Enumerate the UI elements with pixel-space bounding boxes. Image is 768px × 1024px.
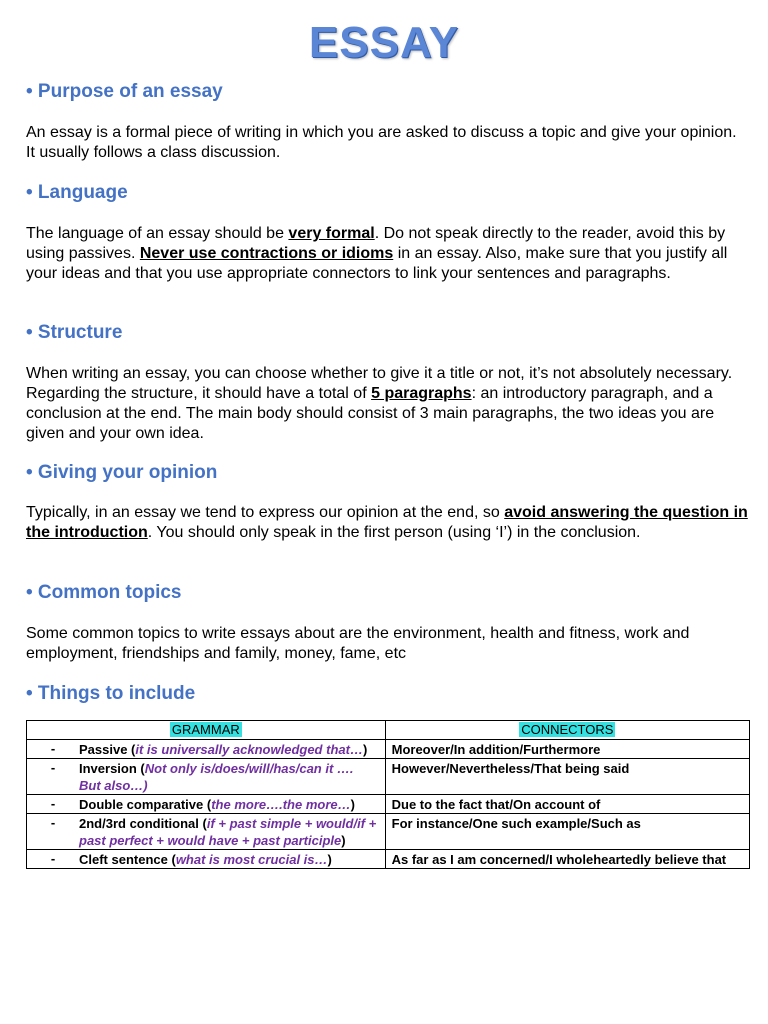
table-row: - Inversion (Not only is/does/will/has/can it …. But also…) However/Nevertheless/That being said [27,759,750,795]
page-title: ESSAY [308,18,460,67]
emphasis-very-formal: very formal [288,225,375,242]
connector-cell: As far as I am concerned/I wholeheartedly believe that [385,850,749,869]
paragraph-purpose: An essay is a formal piece of writing in which you are asked to discuss a topic and give your opinion. It usually follows a class discussion. [26,124,737,161]
paragraph-structure: When writing an essay, you can choose whether to give it a title or not, it’s not absolutely necessary. Regarding the structure, it should have a total of 5 paragraphs: an introductory paragraph, and a conclusion at the end. The main body should consist of 3 main paragraphs, the two ideas you are given and your own idea. [26,365,733,442]
emphasis-never-contractions: Never use contractions or idioms [139,245,394,262]
heading-opinion: • Giving your opinion [26,462,218,483]
paragraph-common-topics: Some common topics to write essays about are the environment, health and fitness, work and employment, friendships and family, money, fame, etc [26,625,690,662]
header-connectors: CONNECTORS [385,721,749,740]
table-row: - 2nd/3rd conditional (if + past simple + would/if + past perfect + would have + past participle) For instance/One such example/Such as [27,814,750,850]
heading-purpose: • Purpose of an essay [26,81,223,102]
connector-cell: However/Nevertheless/That being said [385,759,749,795]
heading-things-to-include: • Things to include [26,683,196,704]
heading-common-topics: • Common topics [26,582,182,603]
table-row: - Double comparative (the more….the more…) Due to the fact that/On account of [27,795,750,814]
table-row: - Passive (it is universally acknowledged that…) Moreover/In addition/Furthermore [27,740,750,759]
connector-cell: Due to the fact that/On account of [385,795,749,814]
paragraph-opinion: Typically, in an essay we tend to express our opinion at the end, so avoid answering the question in the introduction. You should only speak in the first person (using ‘I’) in the conclusion. [26,504,748,541]
heading-structure: • Structure [26,322,123,343]
emphasis-5-paragraphs: 5 paragraphs [371,385,472,402]
header-grammar: GRAMMAR [27,721,386,740]
things-table [26,720,750,869]
paragraph-language: The language of an essay should be very formal. Do not speak directly to the reader, avoid this by using passives. Never use contractions or idioms in an essay. Also, make sure that you justify all your ideas and that you use appropriate connectors to link your sentences and paragraphs. [26,225,728,282]
table-row: - Cleft sentence (what is most crucial is…) As far as I am concerned/I wholeheartedly believe that [27,850,750,869]
heading-language: • Language [26,182,128,203]
connector-cell: For instance/One such example/Such as [385,814,749,850]
table-header-row [27,721,750,740]
emphasis-avoid-answering: avoid answering the question in the introduction [26,504,748,541]
connector-cell: Moreover/In addition/Furthermore [385,740,749,759]
